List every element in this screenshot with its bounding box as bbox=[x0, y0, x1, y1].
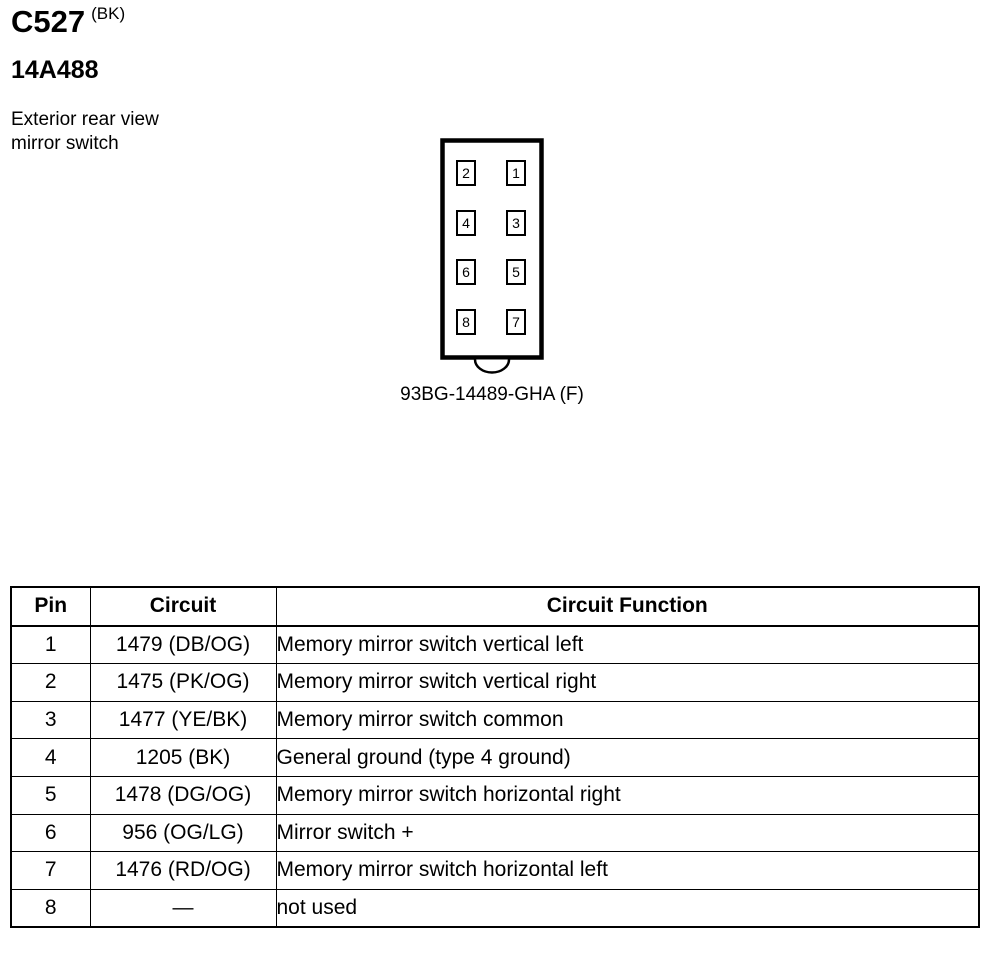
header-circuit: Circuit bbox=[90, 587, 276, 626]
pin-cell: 6 bbox=[11, 814, 90, 852]
table-row bbox=[11, 701, 979, 739]
cavity-number: 7 bbox=[512, 314, 520, 330]
description-line-1: Exterior rear view bbox=[11, 109, 159, 130]
pin-cell: 7 bbox=[11, 852, 90, 890]
table-row bbox=[11, 626, 979, 664]
part-number: 14A488 bbox=[11, 56, 99, 84]
circuit-cell: 1477 (YE/BK) bbox=[90, 701, 276, 739]
function-cell: Memory mirror switch common bbox=[276, 701, 979, 739]
cavity-number: 6 bbox=[462, 264, 470, 280]
table-row bbox=[11, 852, 979, 890]
circuit-cell: — bbox=[90, 889, 276, 927]
pinout-table bbox=[10, 586, 980, 928]
circuit-cell: 1475 (PK/OG) bbox=[90, 664, 276, 702]
pin-cell: 1 bbox=[11, 626, 90, 664]
function-cell: Memory mirror switch horizontal right bbox=[276, 776, 979, 814]
function-cell: Memory mirror switch horizontal left bbox=[276, 852, 979, 890]
function-cell: General ground (type 4 ground) bbox=[276, 739, 979, 777]
cavity-number: 3 bbox=[512, 215, 520, 231]
description-line-2: mirror switch bbox=[11, 133, 119, 154]
cavity-number: 8 bbox=[462, 314, 470, 330]
connector-face-diagram bbox=[436, 134, 548, 374]
function-cell: Memory mirror switch vertical left bbox=[276, 626, 979, 664]
table-row bbox=[11, 776, 979, 814]
cavity-number: 5 bbox=[512, 264, 520, 280]
connector-description bbox=[11, 108, 211, 156]
header-pin: Pin bbox=[11, 587, 90, 626]
connector-title bbox=[11, 4, 125, 45]
pin-cell: 4 bbox=[11, 739, 90, 777]
table-row bbox=[11, 889, 979, 927]
table-header-row bbox=[11, 587, 979, 626]
circuit-cell: 956 (OG/LG) bbox=[90, 814, 276, 852]
housing-part-label: 93BG-14489-GHA (F) bbox=[400, 384, 584, 405]
pin-cell: 3 bbox=[11, 701, 90, 739]
function-cell: Mirror switch + bbox=[276, 814, 979, 852]
function-cell: Memory mirror switch vertical right bbox=[276, 664, 979, 702]
table-row bbox=[11, 664, 979, 702]
cavity-number: 1 bbox=[512, 165, 520, 181]
function-cell: not used bbox=[276, 889, 979, 927]
header-circuit-function: Circuit Function bbox=[276, 587, 979, 626]
pin-cell: 5 bbox=[11, 776, 90, 814]
connector-lock-tab bbox=[475, 360, 509, 373]
connector-color-code: (BK) bbox=[91, 4, 126, 23]
pin-cell: 8 bbox=[11, 889, 90, 927]
circuit-cell: 1478 (DG/OG) bbox=[90, 776, 276, 814]
circuit-cell: 1205 (BK) bbox=[90, 739, 276, 777]
table-row bbox=[11, 739, 979, 777]
cavity-number: 2 bbox=[462, 165, 470, 181]
circuit-cell: 1479 (DB/OG) bbox=[90, 626, 276, 664]
pin-cell: 2 bbox=[11, 664, 90, 702]
table-row bbox=[11, 814, 979, 852]
circuit-cell: 1476 (RD/OG) bbox=[90, 852, 276, 890]
connector-id: C527 bbox=[11, 4, 86, 39]
cavity-number: 4 bbox=[462, 215, 470, 231]
